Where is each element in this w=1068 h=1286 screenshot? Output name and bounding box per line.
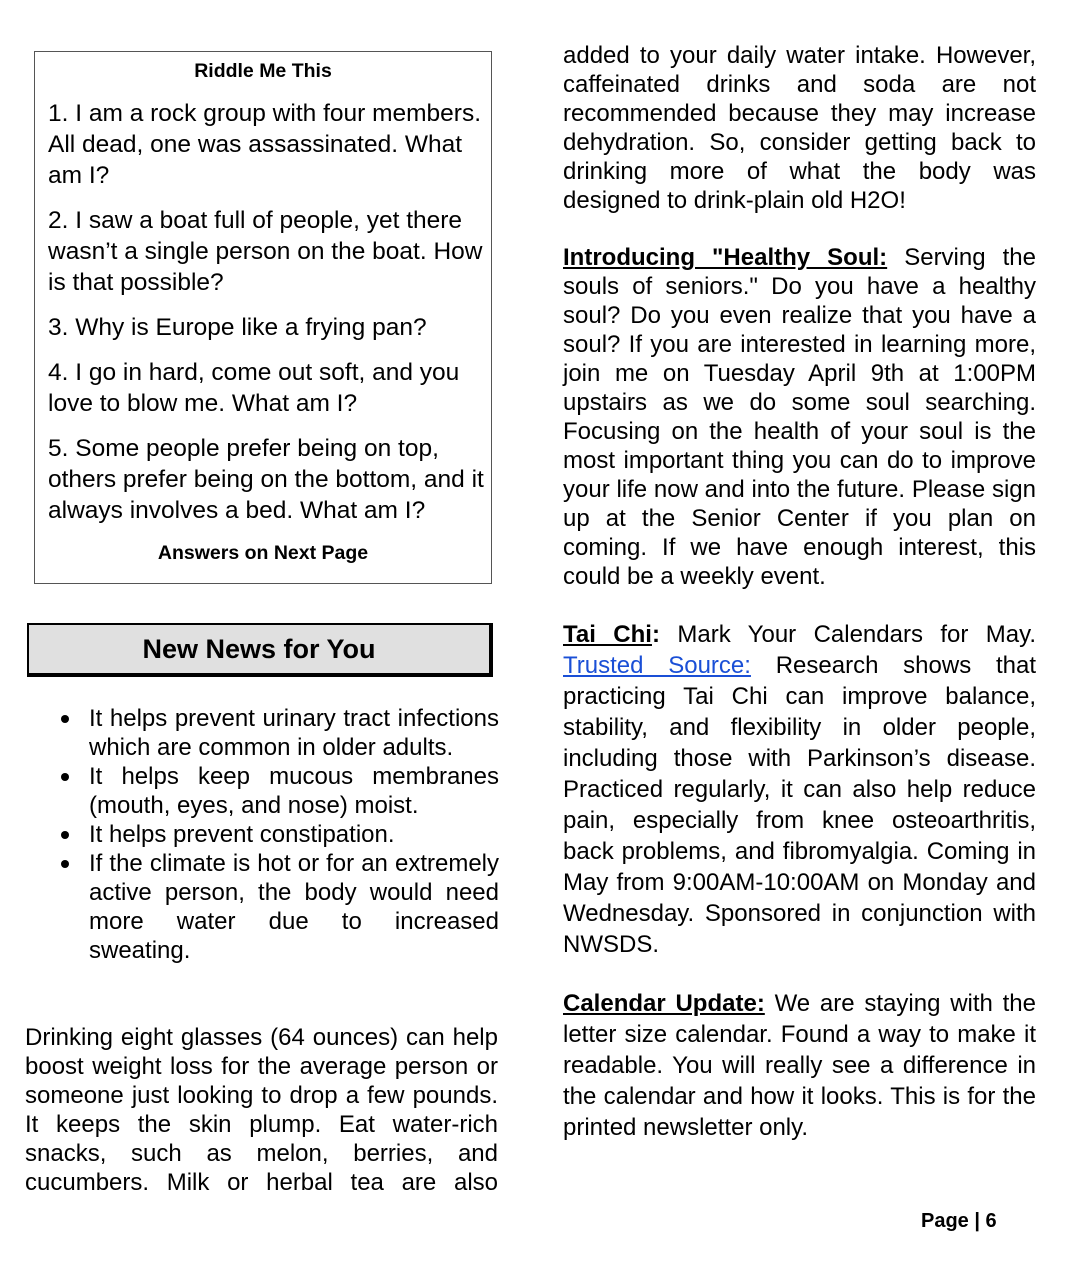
riddle-item-4: 4. I go in hard, come out soft, and you love to blow me. What am I? — [48, 359, 460, 417]
tai-chi-body: Research shows that practicing Tai Chi can improve balance, stability, and flexibility in older people, including those with Parkinson’s disease. Practiced regularly, it can also help reduce pain, especially from knee osteoarthritis, back problems, and fibromyalgia. Coming in May from 9:00AM-10:00AM on Monday and Wednesday. Sponsored in conjunction with NWSDS. — [563, 652, 1036, 958]
healthy-soul-paragraph — [563, 243, 1036, 591]
healthy-soul-body: Serving the souls of seniors." Do you have a healthy soul? Do you even realize that you have a soul? If you are interested in learning more, join me on Tuesday April 9th at 1:00PM upstairs as we do some soul searching. Focusing on the health of your soul is the most important thing you can do to improve your life now and into the future. Please sign up at the Senior Center if you plan on coming. If we have enough interest, this could be a weekly event. — [563, 244, 1037, 590]
list-item: It helps prevent constipation. — [57, 820, 499, 849]
news-section-header: New News for You — [27, 623, 493, 677]
riddle-item-5: 5. Some people prefer being on top, others prefer being on the bottom, and it always involves a bed. What am I? — [48, 435, 484, 524]
water-paragraph: Drinking eight glasses (64 ounces) can help boost weight loss for the average person or someone just looking to drop a few pounds. It keeps the skin plump. Eat water-rich snacks, such as melon, berries, and cucumbers. Milk or herbal tea are also — [25, 1024, 498, 1196]
calendar-update-paragraph — [563, 988, 1036, 1143]
right-column — [563, 41, 1036, 1143]
healthy-soul-heading: Introducing "Healthy Soul: — [563, 244, 888, 271]
tai-chi-intro: Mark Your Calendars for May. — [659, 621, 1036, 648]
list-item: If the climate is hot or for an extremely active person, the body would need more water due to increased sweating. — [57, 849, 499, 965]
calendar-update-heading: Calendar Update: — [563, 990, 765, 1017]
tai-chi-heading: Tai Chi — [563, 621, 652, 648]
tai-chi-paragraph — [563, 619, 1036, 960]
water-continuation: added to your daily water intake. However, caffeinated drinks and soda are not recommended because they may increase dehydration. So, consider getting back to drinking more of what the body was designed to drink-plain old H2O! — [563, 42, 1036, 214]
list-item: It helps keep mucous membranes (mouth, eyes, and nose) moist. — [57, 762, 499, 820]
riddle-title: Riddle Me This — [194, 60, 332, 82]
list-item: It helps prevent urinary tract infections which are common in older adults. — [57, 704, 499, 762]
page-number: Page | 6 — [921, 1210, 997, 1232]
riddle-item-1: 1. I am a rock group with four members. All dead, one was assassinated. What am I? — [48, 100, 481, 189]
riddle-answers-note: Answers on Next Page — [157, 542, 369, 564]
tai-chi-colon: : — [651, 621, 660, 648]
riddle-item-3: 3. Why is Europe like a frying pan? — [48, 314, 427, 341]
riddle-item-2: 2. I saw a boat full of people, yet there wasn’t a single person on the boat. How is that possible? — [48, 207, 483, 296]
calendar-update-body: We are staying with the letter size calendar. Found a way to make it readable. You will really see a difference in the calendar and how it looks. This is for the printed newsletter only. — [563, 990, 1036, 1141]
riddle-list — [48, 98, 484, 540]
riddle-box — [34, 51, 492, 584]
trusted-source-link[interactable]: Trusted Source: — [563, 652, 751, 679]
news-bullet-list — [57, 704, 499, 965]
